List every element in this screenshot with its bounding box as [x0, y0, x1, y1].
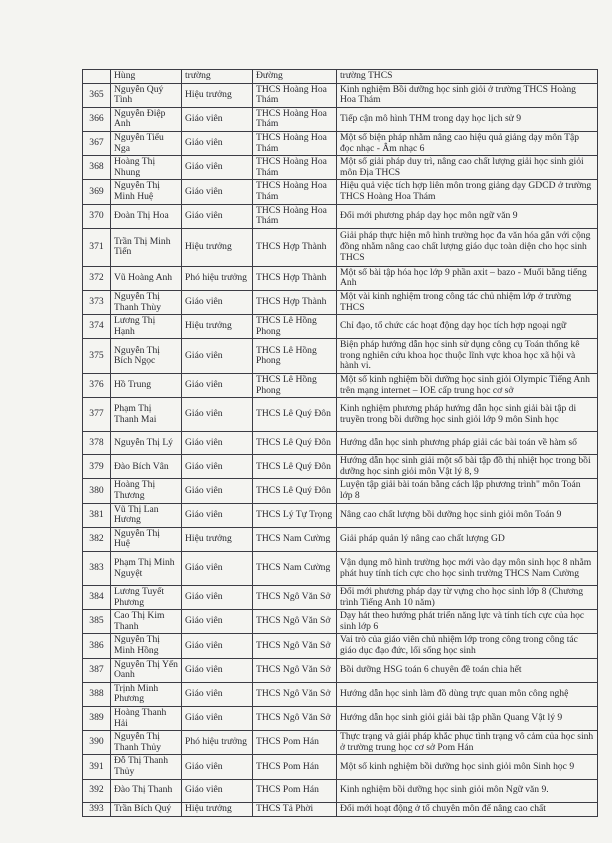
topic-cell: Một số kinh nghiệm bồi dưỡng học sinh giỏi môn Sinh học 9 [337, 755, 598, 779]
name-cell: Nguyễn Thị Bích Ngọc [111, 339, 182, 374]
role-cell: Giáo viên [182, 455, 253, 479]
name-cell: Vũ Thị Lan Hương [111, 503, 182, 527]
stt-cell: 385 [83, 610, 111, 634]
name-cell: Nguyễn Thị Huệ [111, 527, 182, 551]
table-row [83, 634, 598, 658]
stt-cell: 388 [83, 682, 111, 706]
name-cell: Đào Bích Vân [111, 455, 182, 479]
name-cell: Trần Thị Minh Tiến [111, 228, 182, 266]
topic-cell: Giải pháp quản lý nâng cao chất lượng GD [337, 527, 598, 551]
topic-cell: Một số giải pháp duy trì, nâng cao chất lượng giải học sinh giỏi môn Địa THCS [337, 156, 598, 180]
school-cell: THCS Hợp Thành [253, 266, 337, 290]
school-cell: THCS Hoàng Hoa Thám [253, 131, 337, 155]
topic-cell: Nâng cao chất lượng bồi dưỡng học sinh giỏi môn Toán 9 [337, 503, 598, 527]
school-cell: THCS Ngô Văn Sở [253, 586, 337, 610]
school-cell: THCS Hoàng Hoa Thám [253, 156, 337, 180]
stt-cell: 386 [83, 634, 111, 658]
topic-cell: Luyện tập giải bài toán bằng cách lập phương trình" môn Toán lớp 8 [337, 479, 598, 503]
role-cell: Giáo viên [182, 398, 253, 432]
table-row [83, 731, 598, 755]
table-row [83, 455, 598, 479]
stt-cell: 393 [83, 802, 111, 816]
role-cell: Giáo viên [182, 552, 253, 586]
name-cell: Cao Thị Kim Thanh [111, 610, 182, 634]
name-cell: Hoàng Thị Thương [111, 479, 182, 503]
topic-cell: Vận dụng mô hình trường học mới vào dạy môn sinh học 8 nhằm phát huy tính tích cực cho học sinh trường THCS Nam Cường [337, 552, 598, 586]
name-cell: Nguyễn Tiểu Nga [111, 131, 182, 155]
role-cell: Giáo viên [182, 586, 253, 610]
role-cell: Hiệu trưởng [182, 315, 253, 339]
stt-cell: 392 [83, 779, 111, 802]
school-cell: THCS Lê Hồng Phong [253, 339, 337, 374]
school-cell: THCS Nam Cường [253, 552, 337, 586]
table-row [83, 156, 598, 180]
table-row [83, 658, 598, 682]
school-cell: THCS Ngô Văn Sở [253, 682, 337, 706]
role-cell: Phó hiệu trưởng [182, 266, 253, 290]
table-row [83, 610, 598, 634]
table-row [83, 586, 598, 610]
role-cell: Giáo viên [182, 706, 253, 730]
role-cell: Giáo viên [182, 156, 253, 180]
topic-cell: Đổi mới hoạt động ở tổ chuyên môn để nâng cao chất [337, 802, 598, 816]
name-cell: Đoàn Thị Hoa [111, 204, 182, 228]
role-cell: Giáo viên [182, 779, 253, 802]
table-row [83, 527, 598, 551]
name-cell: Nguyễn Thị Yến Oanh [111, 658, 182, 682]
school-cell: THCS Lê Quý Đôn [253, 455, 337, 479]
school-cell: THCS Ngô Văn Sở [253, 706, 337, 730]
school-cell: THCS Pom Hán [253, 731, 337, 755]
school-cell: THCS Lê Hồng Phong [253, 315, 337, 339]
school-cell: THCS Hợp Thành [253, 228, 337, 266]
topic-cell: Một số bài tập hóa học lớp 9 phần axit – bazo - Muối bằng tiếng Anh [337, 266, 598, 290]
stt-cell: 380 [83, 479, 111, 503]
topic-cell: Chỉ đạo, tổ chức các hoạt động dạy học tích hợp ngoại ngữ [337, 315, 598, 339]
role-cell: Giáo viên [182, 658, 253, 682]
role-cell: Giáo viên [182, 432, 253, 455]
stt-cell: 371 [83, 228, 111, 266]
table-row [83, 398, 598, 432]
table-row [83, 374, 598, 398]
table-row-continued [83, 70, 598, 84]
stt-cell: 370 [83, 204, 111, 228]
topic-cell: Hướng dẫn học sinh giải một số bài tập đồ thị nhiệt học trong bồi dưỡng học sinh giỏi môn Vật lý 8, 9 [337, 455, 598, 479]
name-cell: Hồ Trung [111, 374, 182, 398]
table-row [83, 682, 598, 706]
school-cell: THCS Hợp Thành [253, 290, 337, 314]
topic-cell: Hiệu quả việc tích hợp liên môn trong giảng dạy GDCD ở trường THCS Hoàng Hoa Thám [337, 180, 598, 204]
topic-cell: Hướng dẫn học sinh phương pháp giải các bài toán về hàm số [337, 432, 598, 455]
school-cell: THCS Pom Hán [253, 779, 337, 802]
table-row [83, 290, 598, 314]
topic-cell: Hướng dẫn học sinh làm đồ dùng trực quan môn công nghệ [337, 682, 598, 706]
stt-cell: 378 [83, 432, 111, 455]
topic-cell: Kinh nghiệm Bồi dưỡng học sinh giỏi ở trường THCS Hoàng Hoa Thám [337, 83, 598, 107]
stt-cell: 375 [83, 339, 111, 374]
table-row [83, 802, 598, 816]
role-cell: Giáo viên [182, 131, 253, 155]
table-row [83, 266, 598, 290]
name-cell: Lương Thị Hạnh [111, 315, 182, 339]
stt-cell: 367 [83, 131, 111, 155]
role-cell: Giáo viên [182, 755, 253, 779]
topic-cell: Giải pháp thực hiện mô hình trường học đa văn hóa gắn với cộng đồng nhằm nâng cao chất lượng giáo dục toàn diện cho học sinh THCS [337, 228, 598, 266]
stt-cell: 372 [83, 266, 111, 290]
name-cell: Nguyễn Thị Thanh Thùy [111, 290, 182, 314]
role-cell: Hiệu trưởng [182, 83, 253, 107]
name-cell: Hoàng Thị Nhung [111, 156, 182, 180]
school-cell: THCS Lê Quý Đôn [253, 432, 337, 455]
table-row [83, 180, 598, 204]
role-cell: Giáo viên [182, 204, 253, 228]
topic-cell: Dạy hát theo hướng phát triển năng lực và tính tích cực của học sinh lớp 6 [337, 610, 598, 634]
stt-cell: 369 [83, 180, 111, 204]
stt-cell: 391 [83, 755, 111, 779]
role-cell: Phó hiệu trưởng [182, 731, 253, 755]
stt-cell: 389 [83, 706, 111, 730]
stt-cell: 365 [83, 83, 111, 107]
role-cell: Giáo viên [182, 339, 253, 374]
name-cell: Trịnh Minh Phương [111, 682, 182, 706]
topic-cell: Tiếp cận mô hình THM trong dạy học lịch sử 9 [337, 107, 598, 131]
table-row [83, 706, 598, 730]
stt-cell: 384 [83, 586, 111, 610]
school-cell: THCS Pom Hán [253, 755, 337, 779]
topic-cell: trường THCS [337, 70, 598, 84]
name-cell: Nguyễn Thị Minh Huệ [111, 180, 182, 204]
role-cell: Giáo viên [182, 290, 253, 314]
name-cell: Nguyễn Quý Tình [111, 83, 182, 107]
name-cell: Trần Bích Quý [111, 802, 182, 816]
table-row [83, 552, 598, 586]
stt-cell: 382 [83, 527, 111, 551]
role-cell: Giáo viên [182, 682, 253, 706]
topic-cell: Một vài kinh nghiệm trong công tác chủ nhiệm lớp ở trường THCS [337, 290, 598, 314]
role-cell: Hiệu trưởng [182, 802, 253, 816]
name-cell: Nguyễn Thị Minh Hồng [111, 634, 182, 658]
role-cell: Hiệu trưởng [182, 527, 253, 551]
table-row [83, 204, 598, 228]
role-cell: Giáo viên [182, 107, 253, 131]
role-cell: Giáo viên [182, 180, 253, 204]
table-row [83, 755, 598, 779]
school-cell: THCS Ngô Văn Sở [253, 610, 337, 634]
stt-cell: 379 [83, 455, 111, 479]
name-cell: Vũ Hoàng Anh [111, 266, 182, 290]
table-row [83, 479, 598, 503]
stt-cell: 387 [83, 658, 111, 682]
topic-cell: Biện pháp hướng dẫn học sinh sử dụng công cụ Toán thống kê trong nghiên cứu khoa học thuộc lĩnh vực khoa học xã hội và hành vi. [337, 339, 598, 374]
stt-cell: 377 [83, 398, 111, 432]
stt-cell [83, 70, 111, 84]
name-cell: Hùng [111, 70, 182, 84]
school-cell: THCS Ngô Văn Sở [253, 658, 337, 682]
role-cell: Giáo viên [182, 503, 253, 527]
role-cell: Giáo viên [182, 634, 253, 658]
table-row [83, 503, 598, 527]
school-cell: THCS Hoàng Hoa Thám [253, 107, 337, 131]
stt-cell: 366 [83, 107, 111, 131]
name-cell: Nguyễn Thị Lý [111, 432, 182, 455]
school-cell: THCS Lê Quý Đôn [253, 398, 337, 432]
table-row [83, 83, 598, 107]
stt-cell: 381 [83, 503, 111, 527]
topic-cell: Vai trò của giáo viên chủ nhiệm lớp trong công trong công tác giáo dục đạo đức, lối sống học sinh [337, 634, 598, 658]
topic-cell: Thực trạng và giải pháp khắc phục tình trạng vô cảm của học sinh ở trường trung học cơ sở Pom Hán [337, 731, 598, 755]
school-cell: THCS Hoàng Hoa Thám [253, 204, 337, 228]
name-cell: Lương Tuyết Phương [111, 586, 182, 610]
name-cell: Phạm Thị Thanh Mai [111, 398, 182, 432]
school-cell: Đường [253, 70, 337, 84]
stt-cell: 376 [83, 374, 111, 398]
school-cell: THCS Nam Cường [253, 527, 337, 551]
topic-cell: Kinh nghiệm bồi dưỡng học sinh giỏi môn Ngữ văn 9. [337, 779, 598, 802]
school-cell: THCS Tả Phời [253, 802, 337, 816]
school-cell: THCS Lê Hồng Phong [253, 374, 337, 398]
school-cell: THCS Hoàng Hoa Thám [253, 180, 337, 204]
topic-cell: Bồi dưỡng HSG toán 6 chuyên đề toán chia hết [337, 658, 598, 682]
school-cell: THCS Lê Quý Đôn [253, 479, 337, 503]
school-cell: THCS Hoàng Hoa Thám [253, 83, 337, 107]
name-cell: Đào Thị Thanh [111, 779, 182, 802]
role-cell: trường [182, 70, 253, 84]
table-row [83, 228, 598, 266]
stt-cell: 368 [83, 156, 111, 180]
topic-cell: Hướng dẫn học sinh giỏi giải bài tập phần Quang Vật lý 9 [337, 706, 598, 730]
stt-cell: 374 [83, 315, 111, 339]
school-cell: THCS Lý Tự Trọng [253, 503, 337, 527]
name-cell: Nguyễn Điệp Anh [111, 107, 182, 131]
role-cell: Giáo viên [182, 479, 253, 503]
role-cell: Giáo viên [182, 610, 253, 634]
school-cell: THCS Ngô Văn Sở [253, 634, 337, 658]
initiatives-table [82, 69, 598, 817]
stt-cell: 390 [83, 731, 111, 755]
table-row [83, 131, 598, 155]
topic-cell: Một số kinh nghiệm bồi dưỡng học sinh giỏi Olympic Tiếng Anh trên mạng internet – IOE cấp trung học cơ sở [337, 374, 598, 398]
name-cell: Nguyễn Thị Thanh Thủy [111, 731, 182, 755]
topic-cell: Đổi mới phương pháp dạy từ vựng cho học sinh lớp 8 (Chương trình Tiếng Anh 10 năm) [337, 586, 598, 610]
name-cell: Đỗ Thị Thanh Thủy [111, 755, 182, 779]
table-row [83, 315, 598, 339]
table-row [83, 107, 598, 131]
topic-cell: Đổi mới phương pháp dạy học môn ngữ văn 9 [337, 204, 598, 228]
name-cell: Phạm Thị Minh Nguyệt [111, 552, 182, 586]
name-cell: Hoàng Thanh Hải [111, 706, 182, 730]
table-row [83, 779, 598, 802]
topic-cell: Kinh nghiệm phương pháp hướng dẫn học sinh giải bài tập di truyền trong bồi dưỡng học sinh giỏi lớp 9 môn Sinh học [337, 398, 598, 432]
table-row [83, 339, 598, 374]
stt-cell: 383 [83, 552, 111, 586]
stt-cell: 373 [83, 290, 111, 314]
role-cell: Giáo viên [182, 374, 253, 398]
topic-cell: Một số biện pháp nhằm nâng cao hiệu quả giảng dạy môn Tập đọc nhạc - Âm nhạc 6 [337, 131, 598, 155]
role-cell: Hiệu trưởng [182, 228, 253, 266]
table-row [83, 432, 598, 455]
